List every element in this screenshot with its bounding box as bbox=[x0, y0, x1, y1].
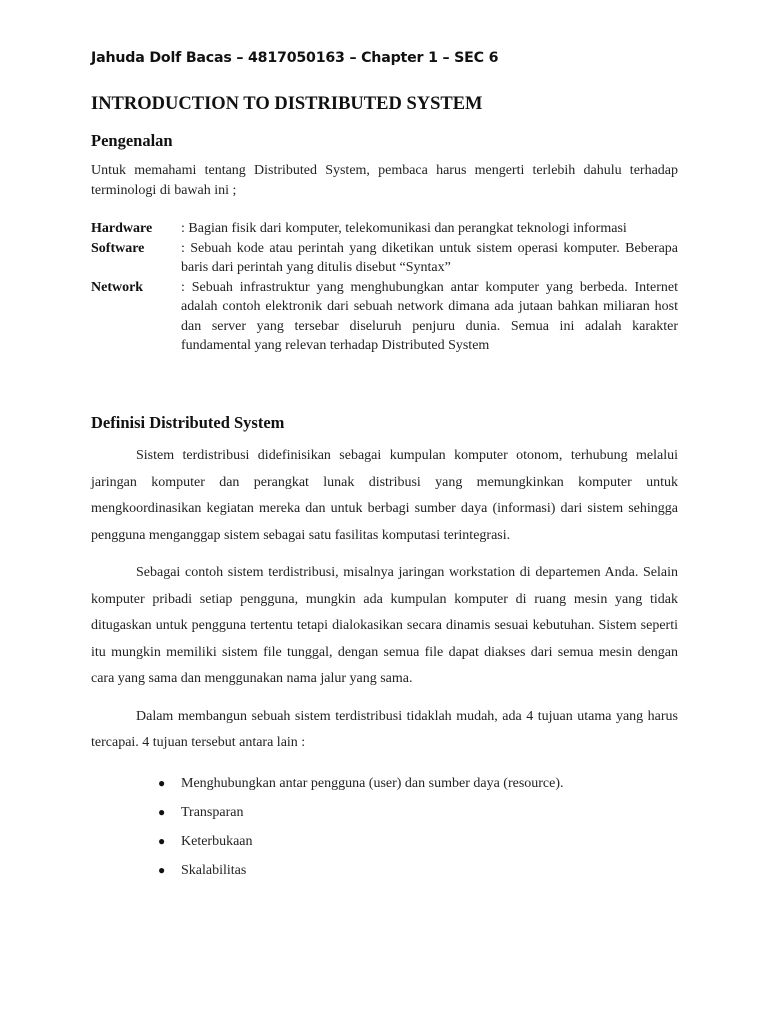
intro-paragraph: Untuk memahami tentang Distributed System, pembaca harus mengerti terlebih dahulu terhadap terminologi di bawah ini ; bbox=[91, 163, 678, 198]
body-paragraph: Sistem terdistribusi didefinisikan sebagai kumpulan komputer otonom, terhubung melalui jaringan komputer dan perangkat lunak distribusi yang memungkinkan komputer untuk mengkoordinasikan kegiatan mereka dan untuk berbagi sumber daya (informasi) dari sistem sehingga pengguna menganggap sistem sebagai satu fasilitas komputasi terintegrasi. bbox=[91, 448, 678, 543]
list-item bbox=[158, 798, 678, 827]
bullet-icon: ● bbox=[158, 834, 166, 848]
term-definition: : Sebuah kode atau perintah yang diketikan untuk sistem operasi komputer. Beberapa baris dari perintah yang ditulis disebut “Syntax” bbox=[181, 240, 678, 275]
term-definition: : Sebuah infrastruktur yang menghubungkan antar komputer yang berbeda. Internet adalah contoh elektronik dari sebuah network dimana ada jutaan bahkan miliaran host dan server yang tersebar diseluruh penjuru dunia. Semua ini adalah karakter fundamental yang relevan terhadap Distributed System bbox=[181, 279, 678, 353]
body-paragraph: Dalam membangun sebuah sistem terdistribusi tidaklah mudah, ada 4 tujuan utama yang harus tercapai. 4 tujuan tersebut antara lain : bbox=[91, 708, 678, 750]
term-row-hardware bbox=[91, 219, 678, 239]
terminology-list bbox=[91, 219, 678, 356]
section-heading-definisi: Definisi Distributed System bbox=[91, 413, 285, 432]
list-item bbox=[158, 827, 678, 856]
term-name: Network bbox=[91, 279, 144, 295]
list-item-text: Menghubungkan antar pengguna (user) dan sumber daya (resource). bbox=[181, 775, 564, 791]
list-item-text: Keterbukaan bbox=[181, 833, 253, 849]
body-paragraph: Sebagai contoh sistem terdistribusi, misalnya jaringan workstation di departemen Anda. Selain komputer pribadi setiap pengguna, mungkin ada kumpulan komputer di ruang mesin yang tidak ditugaskan untuk pengguna tertentu tetapi dialokasikan secara dinamis sesuai kebutuhan. Sistem seperti itu mungkin memiliki sistem file tunggal, dengan semua file dapat diakses dari semua mesin dengan cara yang sama dan menggunakan nama jalur yang sama. bbox=[91, 565, 678, 686]
page-header: Jahuda Dolf Bacas – 4817050163 – Chapter 1 – SEC 6 bbox=[91, 50, 499, 66]
term-row-software bbox=[91, 239, 678, 278]
bullet-icon: ● bbox=[158, 863, 166, 877]
definition-body bbox=[91, 443, 678, 768]
bullet-icon: ● bbox=[158, 776, 166, 790]
section-heading-pengenalan: Pengenalan bbox=[91, 131, 173, 150]
term-definition: : Bagian fisik dari komputer, telekomunikasi dan perangkat teknologi informasi bbox=[181, 221, 627, 236]
list-item-text: Transparan bbox=[181, 804, 244, 820]
list-item bbox=[158, 856, 678, 885]
document-title: INTRODUCTION TO DISTRIBUTED SYSTEM bbox=[91, 94, 483, 114]
term-name: Hardware bbox=[91, 221, 153, 236]
term-name: Software bbox=[91, 240, 145, 256]
bullet-icon: ● bbox=[158, 805, 166, 819]
list-item bbox=[158, 769, 678, 798]
goals-list bbox=[158, 769, 678, 885]
list-item-text: Skalabilitas bbox=[181, 862, 247, 878]
term-row-network bbox=[91, 278, 678, 356]
